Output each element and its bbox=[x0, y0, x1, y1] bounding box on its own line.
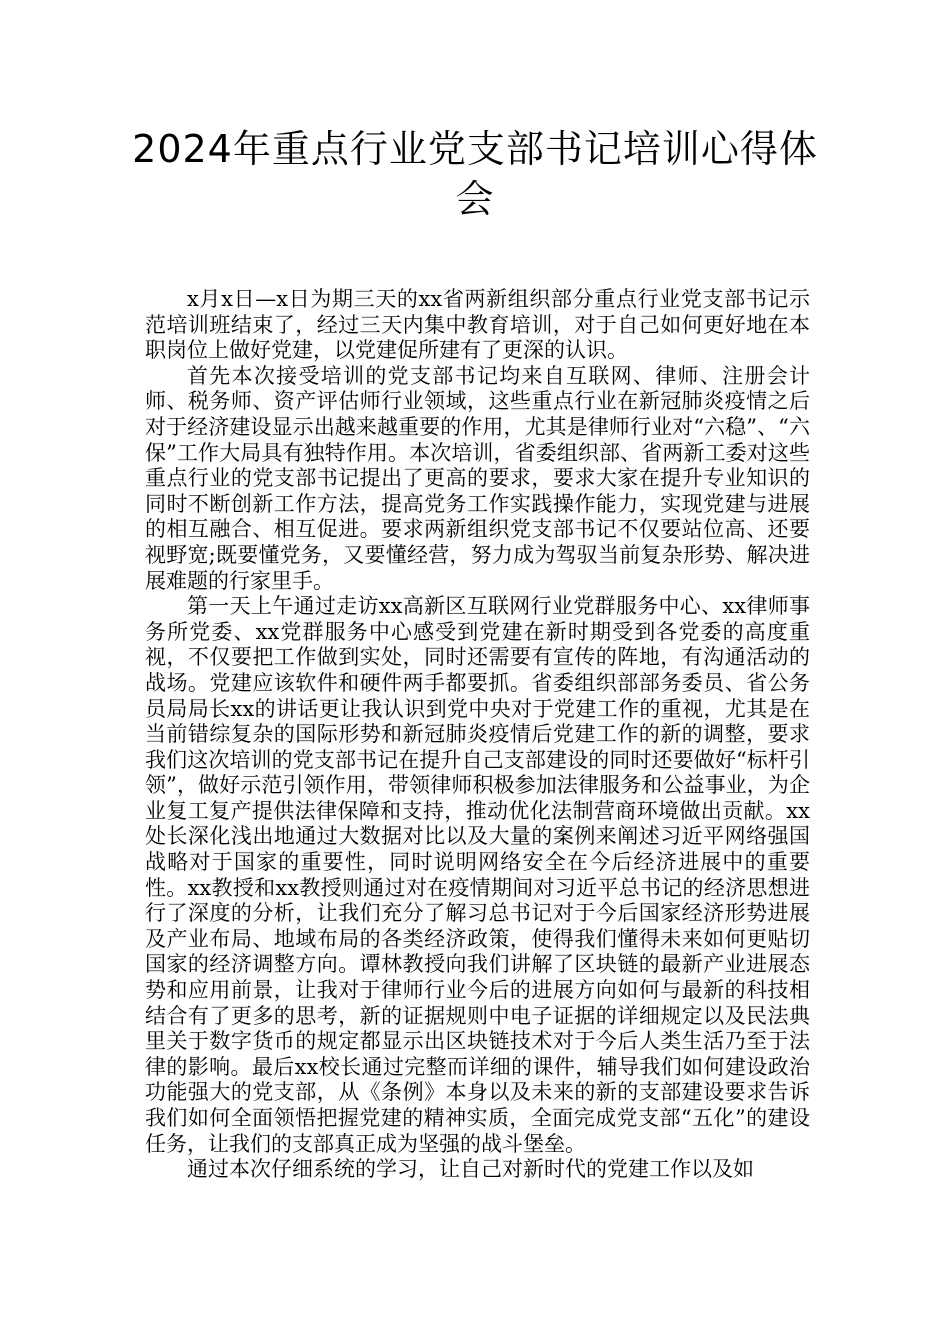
paragraph-3: 第一天上午通过走访xx高新区互联网行业党群服务中心、xx律师事务所党委、xx党群服务中心感受到党建在新时期受到各党委的高度重视，不仅要把工作做到实处，同时还需要有宣传的阵地，有沟通活动的战场。党建应该软件和硬件两手都要抓。省委组织部部务委员、省公务员局局长xx的讲话更让我认识到党中央对于党建工作的重视，尤其是在当前错综复杂的国际形势和新冠肺炎疫情后党建工作的新的调整，要求我们这次培训的党支部书记在提升自己支部建设的同时还要做好“标杆引领”，做好示范引领作用，带领律师积极参加法律服务和公益事业，为企业复工复产提供法律保障和支持，推动优化法制营商环境做出贡献。xx处长深化浅出地通过大数据对比以及大量的案例来阐述习近平网络强国战略对于国家的重要性，同时说明网络安全在今后经济进展中的重要性。xx教授和xx教授则通过对在疫情期间对习近平总书记的经济思想进行了深度的分析，让我们充分了解习总书记对于今后国家经济形势进展及产业布局、地域布局的各类经济政策，使得我们懂得未来如何更贴切国家的经济调整方向。谭林教授向我们讲解了区块链的最新产业进展态势和应用前景，让我对于律师行业今后的进展方向如何与最新的科技相结合有了更多的思考，新的证据规则中电子证据的详细规定以及民法典里关于数字货币的规定都显示出区块链技术对于今后人类生活乃至于法律的影响。最后xx校长通过完整而详细的课件，辅导我们如何建设政治功能强大的党支部，从《条例》本身以及未来的新的支部建设要求告诉我们如何全面领悟把握党建的精神实质，全面完成党支部“五化”的建设任务，让我们的支部真正成为坚强的战斗堡垒。 bbox=[145, 594, 810, 1156]
paragraph-1: x月x日—x日为期三天的xx省两新组织部分重点行业党支部书记示范培训班结束了，经过三天内集中教育培训，对于自己如何更好地在本职岗位上做好党建，以党建促所建有了更深的认识。 bbox=[145, 287, 810, 363]
document-body bbox=[145, 287, 810, 1183]
paragraph-2: 首先本次接受培训的党支部书记均来自互联网、律师、注册会计师、税务师、资产评估师行业领域，这些重点行业在新冠肺炎疫情之后对于经济建设显示出越来越重要的作用，尤其是律师行业对“六稳”、“六保”工作大局具有独特作用。本次培训，省委组织部、省两新工委对这些重点行业的党支部书记提出了更高的要求，要求大家在提升专业知识的同时不断创新工作方法，提高党务工作实践操作能力，实现党建与进展的相互融合、相互促进。要求两新组织党支部书记不仅要站位高、还要视野宽;既要懂党务，又要懂经营，努力成为驾驭当前复杂形势、解决进展难题的行家里手。 bbox=[145, 363, 810, 593]
document-title: 2024年重点行业党支部书记培训心得体会 bbox=[132, 127, 818, 221]
paragraph-4: 通过本次仔细系统的学习，让自己对新时代的党建工作以及如 bbox=[187, 1157, 754, 1182]
